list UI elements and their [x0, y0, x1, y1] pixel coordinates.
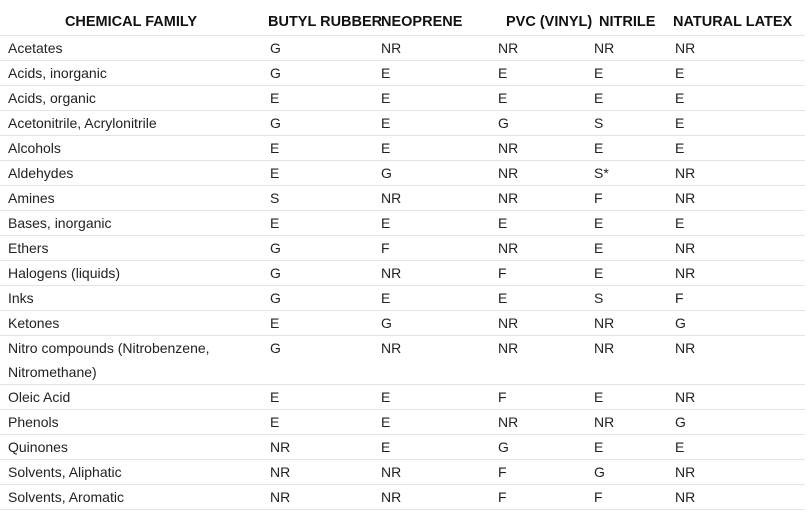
natural-latex-cell: E: [667, 136, 805, 161]
table-row: [0, 410, 805, 435]
pvc-cell: NR: [490, 336, 586, 385]
nitrile-cell: E: [586, 236, 667, 261]
neoprene-cell: E: [373, 410, 490, 435]
natural-latex-cell: NR: [667, 336, 805, 385]
pvc-cell: E: [490, 61, 586, 86]
neoprene-cell: G: [373, 311, 490, 336]
header-natural-latex: NATURAL LATEX: [667, 9, 805, 36]
table-header: [0, 9, 805, 36]
butyl-rubber-cell: E: [262, 311, 373, 336]
pvc-cell: NR: [490, 161, 586, 186]
natural-latex-cell: NR: [667, 485, 805, 510]
butyl-rubber-cell: E: [262, 385, 373, 410]
family-cell: Bases, inorganic: [0, 211, 262, 236]
family-cell: Amines: [0, 186, 262, 211]
butyl-rubber-cell: G: [262, 61, 373, 86]
header-chemical-family: CHEMICAL FAMILY: [0, 9, 262, 36]
natural-latex-cell: NR: [667, 186, 805, 211]
nitrile-cell: E: [586, 61, 667, 86]
family-cell: Ketones: [0, 311, 262, 336]
nitrile-cell: E: [586, 261, 667, 286]
natural-latex-cell: NR: [667, 36, 805, 61]
neoprene-cell: E: [373, 61, 490, 86]
table-row: [0, 211, 805, 236]
table-row: [0, 460, 805, 485]
neoprene-cell: NR: [373, 261, 490, 286]
family-cell: Quinones: [0, 435, 262, 460]
header-row: [0, 9, 805, 36]
header-neoprene: NEOPRENE: [373, 9, 490, 36]
nitrile-cell: NR: [586, 311, 667, 336]
butyl-rubber-cell: S: [262, 186, 373, 211]
table-row: [0, 485, 805, 510]
header-nitrile: NITRILE: [586, 9, 667, 36]
nitrile-cell: NR: [586, 410, 667, 435]
natural-latex-cell: E: [667, 111, 805, 136]
family-cell: Phenols: [0, 410, 262, 435]
family-cell: Aldehydes: [0, 161, 262, 186]
family-cell: Acids, organic: [0, 86, 262, 111]
table-row: [0, 111, 805, 136]
butyl-rubber-cell: NR: [262, 485, 373, 510]
family-cell: Acids, inorganic: [0, 61, 262, 86]
butyl-rubber-cell: NR: [262, 435, 373, 460]
natural-latex-cell: NR: [667, 460, 805, 485]
neoprene-cell: F: [373, 236, 490, 261]
pvc-cell: NR: [490, 410, 586, 435]
nitrile-cell: E: [586, 385, 667, 410]
family-cell: Ethers: [0, 236, 262, 261]
butyl-rubber-cell: NR: [262, 460, 373, 485]
table-row: [0, 161, 805, 186]
nitrile-cell: F: [586, 186, 667, 211]
family-cell: Alcohols: [0, 136, 262, 161]
pvc-cell: F: [490, 261, 586, 286]
family-cell: Solvents, Aromatic: [0, 485, 262, 510]
nitrile-cell: E: [586, 435, 667, 460]
neoprene-cell: E: [373, 286, 490, 311]
table-row: [0, 236, 805, 261]
pvc-cell: F: [490, 460, 586, 485]
butyl-rubber-cell: G: [262, 111, 373, 136]
natural-latex-cell: E: [667, 61, 805, 86]
nitrile-cell: E: [586, 136, 667, 161]
natural-latex-cell: G: [667, 410, 805, 435]
table-row: [0, 136, 805, 161]
natural-latex-cell: NR: [667, 385, 805, 410]
nitrile-cell: S: [586, 111, 667, 136]
natural-latex-cell: NR: [667, 236, 805, 261]
butyl-rubber-cell: E: [262, 86, 373, 111]
natural-latex-cell: E: [667, 435, 805, 460]
table-row: [0, 261, 805, 286]
neoprene-cell: NR: [373, 336, 490, 385]
neoprene-cell: E: [373, 435, 490, 460]
nitrile-cell: F: [586, 485, 667, 510]
neoprene-cell: G: [373, 161, 490, 186]
natural-latex-cell: G: [667, 311, 805, 336]
neoprene-cell: E: [373, 211, 490, 236]
pvc-cell: NR: [490, 186, 586, 211]
neoprene-cell: E: [373, 111, 490, 136]
pvc-cell: NR: [490, 36, 586, 61]
pvc-cell: NR: [490, 311, 586, 336]
nitrile-cell: E: [586, 86, 667, 111]
butyl-rubber-cell: E: [262, 161, 373, 186]
chemical-resistance-table: [0, 9, 805, 510]
table-row: [0, 336, 805, 385]
butyl-rubber-cell: G: [262, 36, 373, 61]
pvc-cell: G: [490, 435, 586, 460]
pvc-cell: G: [490, 111, 586, 136]
butyl-rubber-cell: G: [262, 286, 373, 311]
pvc-cell: F: [490, 385, 586, 410]
table-row: [0, 385, 805, 410]
nitrile-cell: NR: [586, 336, 667, 385]
butyl-rubber-cell: G: [262, 261, 373, 286]
pvc-cell: E: [490, 211, 586, 236]
neoprene-cell: E: [373, 86, 490, 111]
family-cell: Nitro compounds (Nitrobenzene, Nitromethane): [0, 336, 262, 385]
butyl-rubber-cell: G: [262, 236, 373, 261]
natural-latex-cell: F: [667, 286, 805, 311]
nitrile-cell: S*: [586, 161, 667, 186]
natural-latex-cell: E: [667, 86, 805, 111]
natural-latex-cell: NR: [667, 261, 805, 286]
neoprene-cell: E: [373, 136, 490, 161]
family-cell: Halogens (liquids): [0, 261, 262, 286]
butyl-rubber-cell: E: [262, 410, 373, 435]
butyl-rubber-cell: G: [262, 336, 373, 385]
family-cell: Oleic Acid: [0, 385, 262, 410]
table-body: [0, 36, 805, 510]
header-butyl-rubber: BUTYL RUBBER: [262, 9, 373, 36]
neoprene-cell: NR: [373, 186, 490, 211]
table-row: [0, 286, 805, 311]
neoprene-cell: E: [373, 385, 490, 410]
header-pvc-vinyl: PVC (VINYL): [490, 9, 586, 36]
table-row: [0, 311, 805, 336]
table-row: [0, 186, 805, 211]
family-cell: Acetonitrile, Acrylonitrile: [0, 111, 262, 136]
butyl-rubber-cell: E: [262, 136, 373, 161]
nitrile-cell: E: [586, 211, 667, 236]
table-row: [0, 86, 805, 111]
natural-latex-cell: NR: [667, 161, 805, 186]
nitrile-cell: S: [586, 286, 667, 311]
butyl-rubber-cell: E: [262, 211, 373, 236]
pvc-cell: E: [490, 286, 586, 311]
family-cell: Inks: [0, 286, 262, 311]
natural-latex-cell: E: [667, 211, 805, 236]
neoprene-cell: NR: [373, 36, 490, 61]
neoprene-cell: NR: [373, 485, 490, 510]
pvc-cell: NR: [490, 136, 586, 161]
table-row: [0, 435, 805, 460]
family-cell: Acetates: [0, 36, 262, 61]
pvc-cell: NR: [490, 236, 586, 261]
nitrile-cell: NR: [586, 36, 667, 61]
table-row: [0, 36, 805, 61]
family-cell: Solvents, Aliphatic: [0, 460, 262, 485]
nitrile-cell: G: [586, 460, 667, 485]
neoprene-cell: NR: [373, 460, 490, 485]
table-row: [0, 61, 805, 86]
pvc-cell: E: [490, 86, 586, 111]
pvc-cell: F: [490, 485, 586, 510]
